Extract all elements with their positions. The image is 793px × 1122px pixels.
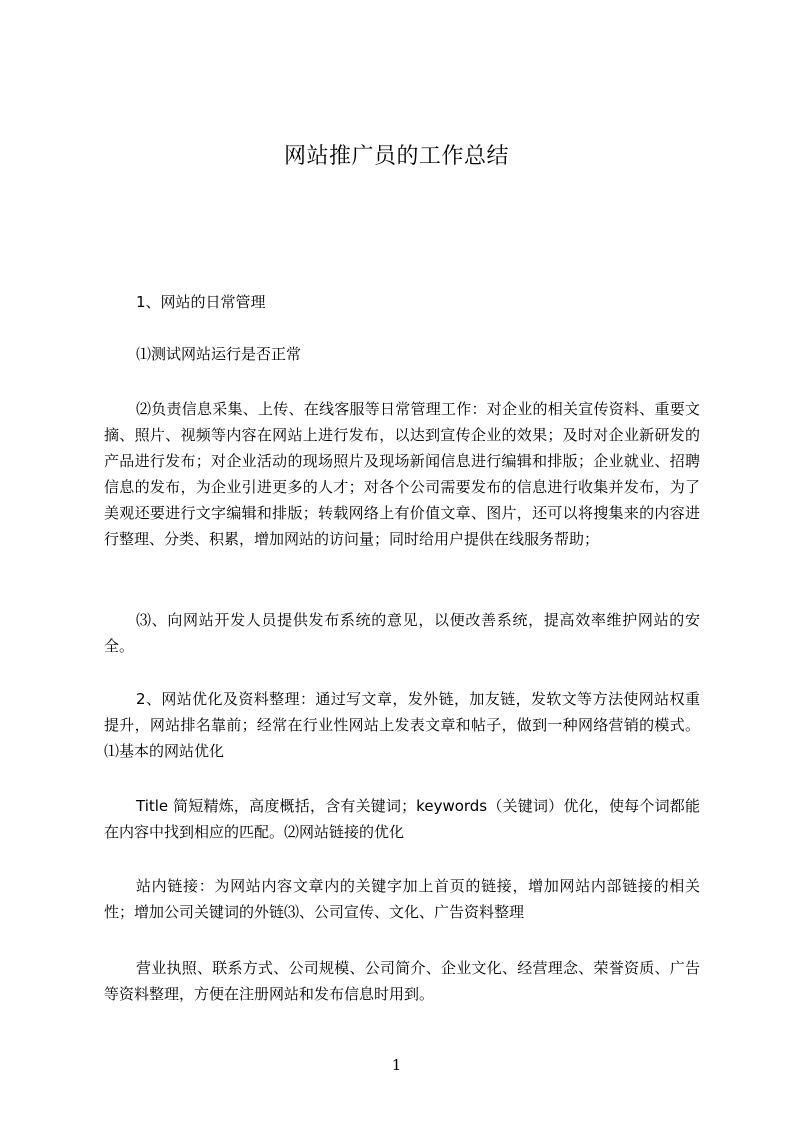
document-title: 网站推广员的工作总结 (283, 144, 509, 169)
paragraph-test-site: ⑴测试网站运行是否正常 (136, 345, 302, 363)
paragraph-internal-links: 站内链接：为网站内容文章内的关键字加上首页的链接，增加网站内部链接的相关性；增加公司关键词的外链⑶、公司宣传、文化、广告资料整理 (104, 877, 700, 921)
paragraph-info-collection: ⑵负责信息采集、上传、在线客服等日常管理工作：对企业的相关宣传资料、重要文摘、照片、视频等内容在网站上进行发布，以达到宣传企业的效果；及时对企业新研发的产品进行发布；对企业活动的现场照片及现场新闻信息进行编辑和排版；企业就业、招聘信息的发布，为企业引进更多的人才；对各个公司需要发布的信息进行收集并发布，为了美观还要进行文字编辑和排版；转载网络上有价值文章、图片，还可以将搜集来的内容进行整理、分类、积累，增加网站的访问量；同时给用户提供在线服务帮助； (104, 400, 700, 548)
paragraph-system-feedback: ⑶、向网站开发人员提供发布系统的意见，以便改善系统，提高效率维护网站的安全。 (104, 611, 700, 655)
paragraph-company-materials: 营业执照、联系方式、公司规模、公司简介、企业文化、经营理念、荣誉资质、广告等资料整理，方便在注册网站和发布信息时用到。 (104, 959, 700, 1003)
section-heading-daily-management: 1、网站的日常管理 (136, 293, 266, 311)
section-heading-site-optimization: 2、网站优化及资料整理：通过写文章，发外链，加友链，发软文等方法使网站权重提升，网站排名靠前；经常在行业性网站上发表文章和帖子，做到一种网络营销的模式。⑴基本的网站优化 (104, 690, 700, 760)
page-number: 1 (391, 1056, 402, 1074)
paragraph-title-keywords: Title 简短精炼，高度概括，含有关键词；keywords（关键词）优化，使每个词都能在内容中找到相应的匹配。⑵网站链接的优化 (104, 797, 700, 841)
